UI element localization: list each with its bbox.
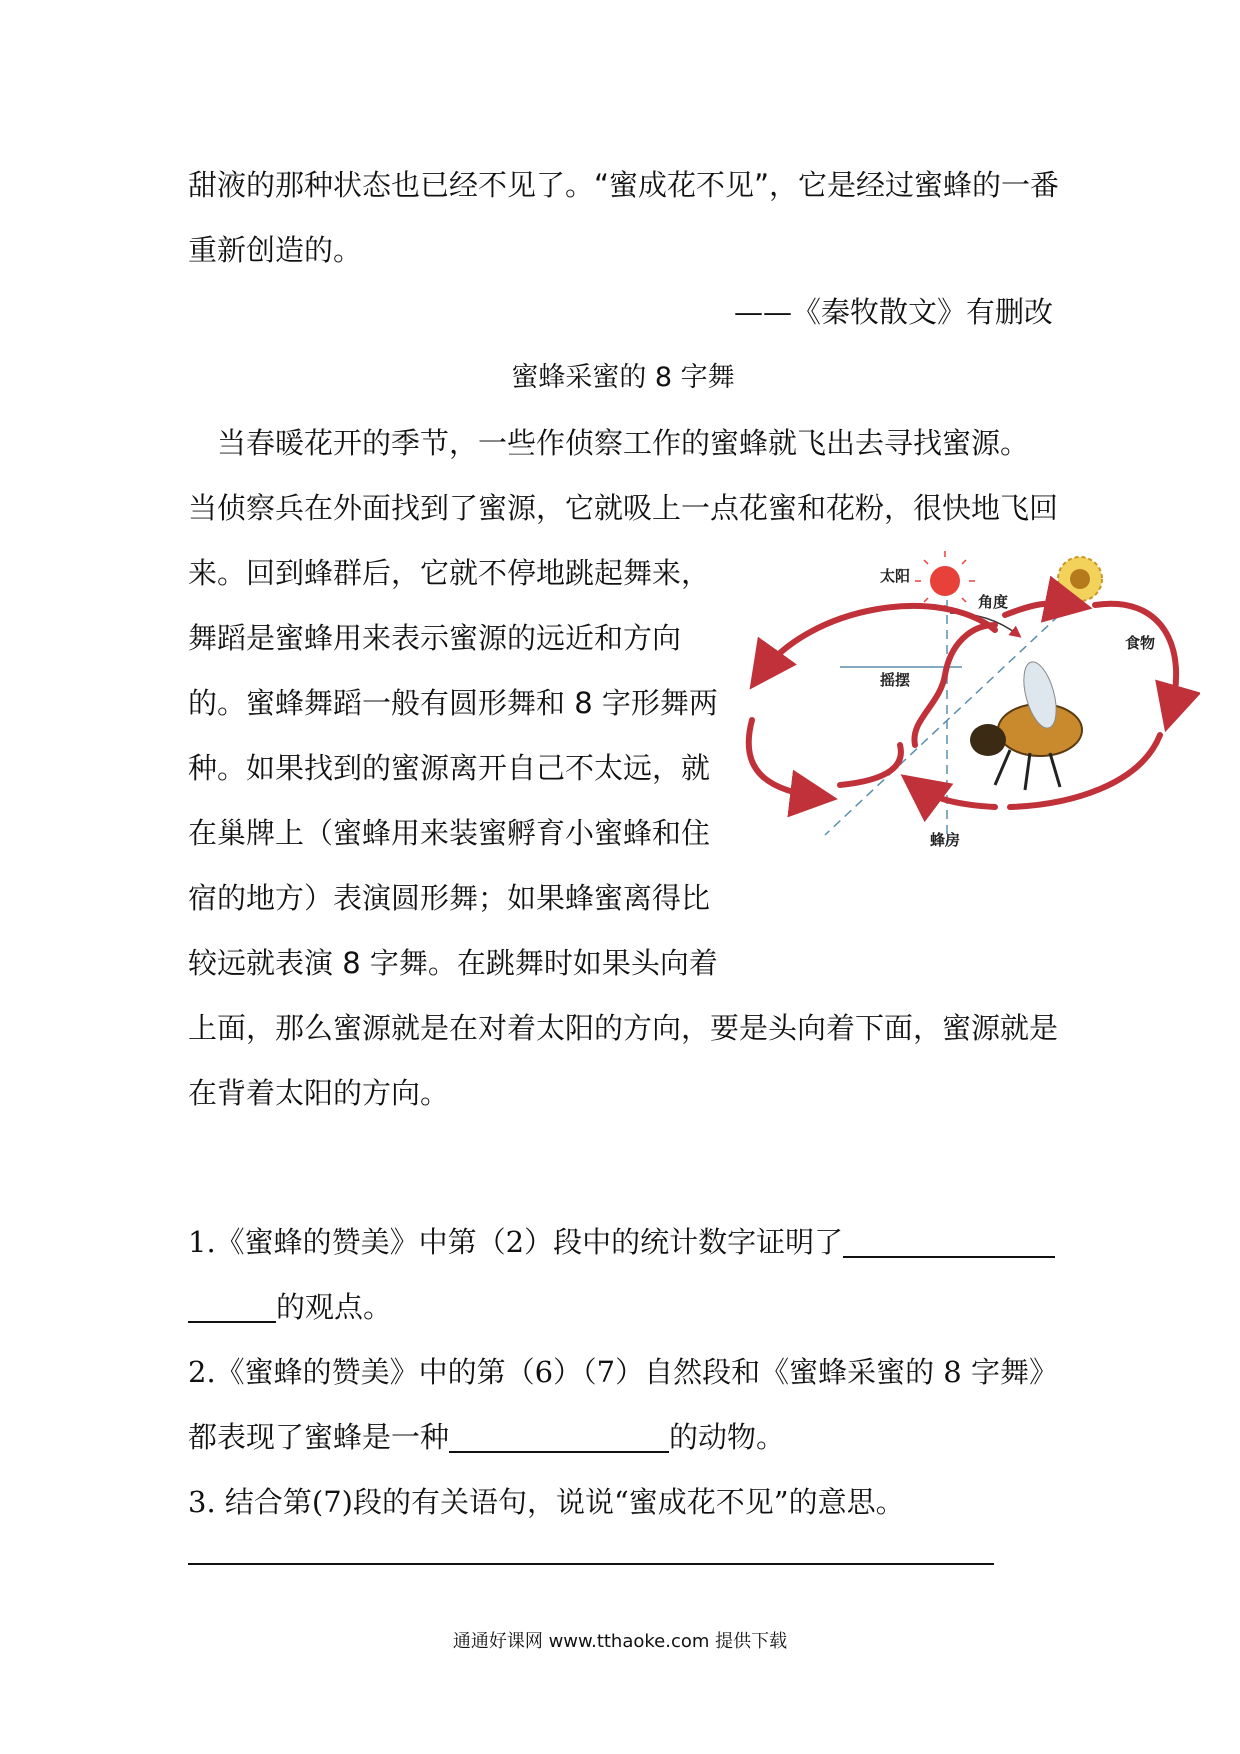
article2-line-3: 来。回到蜂群后，它就不停地跳起舞来， [188,556,711,590]
article2-line-2: 当侦察兵在外面找到了蜜源，它就吸上一点花蜜和花粉，很快地飞回 [188,491,1059,525]
question-3: 3. 结合第(7)段的有关语句，说说“蜜成花不见”的意思。 [188,1485,905,1519]
question-2-suffix: 的动物。 [669,1420,786,1454]
sun-icon [915,551,975,611]
article1-source: ——《秦牧散文》有删改 [733,295,1053,329]
question-2-text: 都表现了蜜蜂是一种 [188,1420,450,1454]
article2-title: 蜜蜂采蜜的 8 字舞 [511,362,735,393]
article2-line-5: 的。蜜蜂舞蹈一般有圆形舞和 8 字形舞两 [188,686,718,720]
hive-label: 蜂房 [930,831,961,849]
question-1-line-1 [188,1222,1058,1262]
flower-icon [1058,557,1102,601]
article2-line-8: 宿的地方）表演圆形舞；如果蜂蜜离得比 [188,881,711,915]
question-3-answer-line[interactable] [188,1563,994,1565]
article2-line-1: 当春暖花开的季节，一些作侦察工作的蜜蜂就飞出去寻找蜜源。 [188,426,1030,460]
article2-line-6: 种。如果找到的蜜源离开自己不太远，就 [188,751,711,785]
question-1-text: 1.《蜜蜂的赞美》中第（2）段中的统计数字证明了 [188,1225,844,1259]
article2-line-11: 在背着太阳的方向。 [188,1076,450,1110]
article2-line-7: 在巢牌上（蜜蜂用来装蜜孵育小蜜蜂和住 [188,816,711,850]
question-1-blank-a[interactable] [843,1226,1055,1258]
page-footer: 通通好课网 www.tthaoke.com 提供下载 [452,1631,788,1652]
bee-dance-diagram [740,545,1200,955]
angle-label: 角度 [978,593,1009,611]
question-1-blank-b[interactable] [188,1291,276,1323]
article2-line-9: 较远就表演 8 字舞。在跳舞时如果头向着 [188,946,718,980]
question-1-line-2 [188,1287,1058,1327]
article2-line-4: 舞蹈是蜜蜂用来表示蜜源的远近和方向 [188,621,682,655]
question-2-blank[interactable] [449,1421,669,1453]
article1-line-1: 甜液的那种状态也已经不见了。“蜜成花不见”，它是经过蜜蜂的一番 [188,168,1060,202]
sun-label: 太阳 [880,567,911,585]
bee-icon [970,659,1082,790]
dance-path [749,603,1176,807]
question-2-line-1: 2.《蜜蜂的赞美》中的第（6）（7）自然段和《蜜蜂采蜜的 8 字舞》 [188,1355,1058,1389]
question-1-suffix: 的观点。 [276,1290,393,1324]
question-2-line-2 [188,1417,1058,1457]
article2-line-10: 上面，那么蜜源就是在对着太阳的方向，要是头向着下面，蜜源就是 [188,1011,1059,1045]
food-label: 食物 [1125,634,1156,652]
article1-line-2: 重新创造的。 [188,233,363,267]
wag-label: 摇摆 [880,671,911,689]
